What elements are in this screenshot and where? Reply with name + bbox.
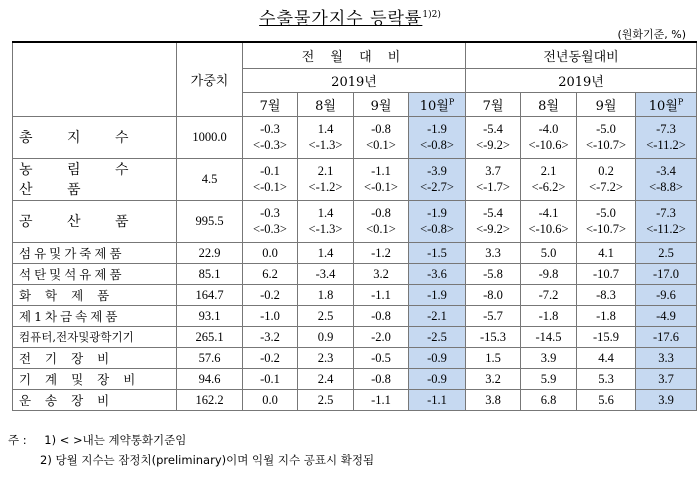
month-header — [354, 92, 409, 116]
value-cell: -17.0 — [636, 263, 697, 284]
table-row — [13, 347, 697, 368]
value-cell: -3.2 — [243, 326, 298, 347]
value-cell: -10.7 — [577, 263, 636, 284]
value-cell: 1.8 — [298, 284, 354, 305]
value: -5.4 — [483, 206, 503, 220]
row-weight: 1000.0 — [177, 116, 243, 158]
contract-value: <-10.6> — [528, 138, 569, 152]
value-cell: 2.5 — [636, 242, 697, 263]
contract-value: <-6.2> — [531, 180, 566, 194]
value-cell: -17.6 — [636, 326, 697, 347]
contract-value: <-10.6> — [528, 222, 569, 236]
price-index-table — [12, 41, 697, 411]
value-cell: -9.8 — [521, 263, 577, 284]
value: -5.0 — [596, 122, 616, 136]
table-title — [0, 4, 700, 30]
value-cell: 0.0 — [243, 242, 298, 263]
month-label: 9월 — [370, 98, 392, 114]
value-cell: -2.5 — [409, 326, 466, 347]
month-header — [466, 92, 521, 116]
value-cell: 3.9 — [521, 347, 577, 368]
header-yoy: 전년동월대비 — [466, 42, 697, 68]
row-name: 컴퓨터,전자및광학기기 — [13, 326, 177, 347]
row-name: 공 산 품 — [13, 200, 177, 242]
value-cell: 2.5 — [298, 389, 354, 410]
value-cell — [354, 158, 409, 200]
value-cell — [636, 200, 697, 242]
value-cell — [577, 116, 636, 158]
contract-value: <-0.3> — [253, 222, 287, 236]
header-mom: 전 월 대 비 — [243, 42, 466, 68]
value-cell: -0.8 — [354, 305, 409, 326]
month-header — [577, 92, 636, 116]
value: -3.4 — [656, 164, 676, 178]
month-label: 8월 — [538, 98, 559, 114]
value-cell: -3.6 — [409, 263, 466, 284]
value-cell — [243, 200, 298, 242]
row-weight: 93.1 — [177, 305, 243, 326]
value-cell: 3.7 — [636, 368, 697, 389]
header-weight: 가중치 — [177, 42, 243, 116]
value-cell: 4.1 — [577, 242, 636, 263]
table-row — [13, 116, 697, 158]
value: -0.3 — [260, 206, 280, 220]
value-cell: 1.4 — [298, 242, 354, 263]
value-cell: 1.5 — [466, 347, 521, 368]
prelim-mark: P — [448, 97, 455, 107]
value-cell: 3.2 — [466, 368, 521, 389]
value-cell: 3.3 — [636, 347, 697, 368]
contract-value: <0.1> — [366, 138, 396, 152]
value-cell — [577, 158, 636, 200]
footnote-1-line — [8, 432, 186, 448]
value: -7.3 — [656, 122, 676, 136]
value-cell: 5.6 — [577, 389, 636, 410]
row-name: 전 기 장 비 — [13, 347, 177, 368]
value-cell — [354, 200, 409, 242]
contract-value: <-0.3> — [253, 138, 287, 152]
value-cell: 2.5 — [298, 305, 354, 326]
month-label: 7월 — [259, 98, 281, 114]
value-cell — [521, 158, 577, 200]
contract-value: <-1.3> — [308, 222, 343, 236]
value-cell: -7.2 — [521, 284, 577, 305]
prelim-mark: P — [677, 97, 684, 107]
title-footnote-mark: 1)2) — [422, 10, 441, 20]
value-cell: -5.8 — [466, 263, 521, 284]
value-cell — [577, 200, 636, 242]
month-header — [243, 92, 298, 116]
month-label: 7월 — [482, 98, 504, 114]
row-name: 총 지 수 — [13, 116, 177, 158]
row-name: 섬유및가죽제품 — [13, 242, 177, 263]
value: -0.1 — [260, 164, 280, 178]
row-weight: 265.1 — [177, 326, 243, 347]
table-row — [13, 305, 697, 326]
value-cell: -0.9 — [409, 368, 466, 389]
value: -0.3 — [260, 122, 280, 136]
value-cell: -9.6 — [636, 284, 697, 305]
row-weight: 94.6 — [177, 368, 243, 389]
value-cell — [243, 158, 298, 200]
value-cell: 3.2 — [354, 263, 409, 284]
value-cell: 6.2 — [243, 263, 298, 284]
value-cell: -5.7 — [466, 305, 521, 326]
contract-value: <0.1> — [366, 222, 396, 236]
value-cell: 5.9 — [521, 368, 577, 389]
month-header — [298, 92, 354, 116]
value-cell — [466, 158, 521, 200]
month-label: 10월 — [419, 98, 449, 114]
table-row — [13, 158, 697, 200]
month-label: 8월 — [315, 98, 336, 114]
value-cell — [298, 116, 354, 158]
table-row — [13, 284, 697, 305]
value-cell: -1.1 — [354, 284, 409, 305]
title-text: 수출물가지수 등락률 — [259, 9, 423, 29]
value-cell: -0.8 — [354, 368, 409, 389]
value-cell — [298, 200, 354, 242]
contract-value: <-0.1> — [253, 180, 287, 194]
value-cell — [298, 158, 354, 200]
value-cell: -1.2 — [354, 242, 409, 263]
footnote-label: 주 : — [8, 433, 27, 447]
value-cell: -0.1 — [243, 368, 298, 389]
contract-value: <-1.2> — [308, 180, 343, 194]
header-year-yoy: 2019년 — [466, 68, 697, 92]
value-cell: -1.0 — [243, 305, 298, 326]
value-cell: -2.1 — [409, 305, 466, 326]
value-cell: 4.4 — [577, 347, 636, 368]
header-blank — [13, 42, 177, 116]
value-cell: -1.8 — [521, 305, 577, 326]
value: -1.9 — [427, 206, 447, 220]
month-header — [636, 92, 697, 116]
month-header — [521, 92, 577, 116]
value: -4.1 — [538, 206, 559, 220]
row-weight: 57.6 — [177, 347, 243, 368]
value-cell: -0.2 — [243, 284, 298, 305]
value: 1.4 — [317, 206, 334, 220]
contract-value: <-11.2> — [646, 222, 686, 236]
value: -1.1 — [371, 164, 391, 178]
value-cell: 2.4 — [298, 368, 354, 389]
row-name: 농 림 수 산 품 — [13, 158, 177, 200]
value-cell — [354, 116, 409, 158]
value: 3.7 — [485, 164, 501, 178]
row-name: 석탄및석유제품 — [13, 263, 177, 284]
value-cell: -3.4 — [298, 263, 354, 284]
value-cell: -14.5 — [521, 326, 577, 347]
contract-value: <-9.2> — [476, 138, 510, 152]
contract-value: <-0.8> — [420, 222, 454, 236]
row-weight: 22.9 — [177, 242, 243, 263]
contract-value: <-10.7> — [585, 222, 627, 236]
value-cell: -2.0 — [354, 326, 409, 347]
value-cell — [636, 116, 697, 158]
value-cell: -0.9 — [409, 347, 466, 368]
table-row — [13, 368, 697, 389]
value: -0.8 — [371, 206, 391, 220]
value: 2.1 — [540, 164, 557, 178]
contract-value: <-9.2> — [476, 222, 510, 236]
value-cell — [409, 116, 466, 158]
value-cell: 0.9 — [298, 326, 354, 347]
table-row — [13, 242, 697, 263]
table-body — [13, 116, 697, 410]
month-label: 9월 — [595, 98, 617, 114]
value: -5.4 — [483, 122, 503, 136]
value: -0.8 — [371, 122, 391, 136]
contract-value: <-7.2> — [589, 180, 623, 194]
value-cell — [466, 200, 521, 242]
value-cell: 3.3 — [466, 242, 521, 263]
value-cell: 5.0 — [521, 242, 577, 263]
value-cell: -15.9 — [577, 326, 636, 347]
row-name: 운 송 장 비 — [13, 389, 177, 410]
table-row — [13, 200, 697, 242]
value: -5.0 — [596, 206, 616, 220]
value-cell: -4.9 — [636, 305, 697, 326]
contract-value: <-2.7> — [420, 180, 454, 194]
table-row — [13, 326, 697, 347]
row-weight: 85.1 — [177, 263, 243, 284]
value-cell: -1.5 — [409, 242, 466, 263]
value: 0.2 — [598, 164, 614, 178]
contract-value: <-8.8> — [649, 180, 683, 194]
month-label: 10월 — [648, 98, 678, 114]
contract-value: <-1.3> — [308, 138, 343, 152]
value-cell: -1.1 — [354, 389, 409, 410]
value-cell — [466, 116, 521, 158]
value-cell — [521, 200, 577, 242]
table-row — [13, 263, 697, 284]
row-weight: 4.5 — [177, 158, 243, 200]
value: 2.1 — [317, 164, 334, 178]
value-cell: -1.1 — [409, 389, 466, 410]
value-cell: 3.9 — [636, 389, 697, 410]
value: -7.3 — [656, 206, 676, 220]
contract-value: <-1.7> — [476, 180, 510, 194]
row-weight: 164.7 — [177, 284, 243, 305]
value-cell: 2.3 — [298, 347, 354, 368]
row-weight: 995.5 — [177, 200, 243, 242]
month-header — [409, 92, 466, 116]
row-name: 기 계 및 장 비 — [13, 368, 177, 389]
footnote-2: 2) 당월 지수는 잠정치(preliminary)이며 익월 지수 공표시 확정됨 — [40, 453, 375, 467]
value-cell — [636, 158, 697, 200]
value-cell — [521, 116, 577, 158]
value-cell: -8.3 — [577, 284, 636, 305]
value: -1.9 — [427, 122, 447, 136]
row-name: 제1차금속제품 — [13, 305, 177, 326]
contract-value: <-11.2> — [646, 138, 686, 152]
value-cell: -0.5 — [354, 347, 409, 368]
table-row — [13, 389, 697, 410]
value-cell — [243, 116, 298, 158]
value-cell: -1.9 — [409, 284, 466, 305]
header-year-mom: 2019년 — [243, 68, 466, 92]
value-cell — [409, 200, 466, 242]
value-cell: -15.3 — [466, 326, 521, 347]
unit-label: (원화기준, %) — [617, 28, 686, 41]
row-weight: 162.2 — [177, 389, 243, 410]
contract-value: <-0.1> — [364, 180, 398, 194]
row-name: 화 학 제 품 — [13, 284, 177, 305]
contract-value: <-10.7> — [585, 138, 627, 152]
value-cell: 6.8 — [521, 389, 577, 410]
value-cell: -8.0 — [466, 284, 521, 305]
value: 1.4 — [317, 122, 334, 136]
value: -3.9 — [427, 164, 447, 178]
footnote-1: 1) < >내는 계약통화기준임 — [44, 433, 187, 447]
contract-value: <-0.8> — [420, 138, 454, 152]
value: -4.0 — [538, 122, 559, 136]
value-cell — [409, 158, 466, 200]
value-cell: -1.8 — [577, 305, 636, 326]
value-cell: 0.0 — [243, 389, 298, 410]
value-cell: 3.8 — [466, 389, 521, 410]
value-cell: -0.2 — [243, 347, 298, 368]
value-cell: 5.3 — [577, 368, 636, 389]
